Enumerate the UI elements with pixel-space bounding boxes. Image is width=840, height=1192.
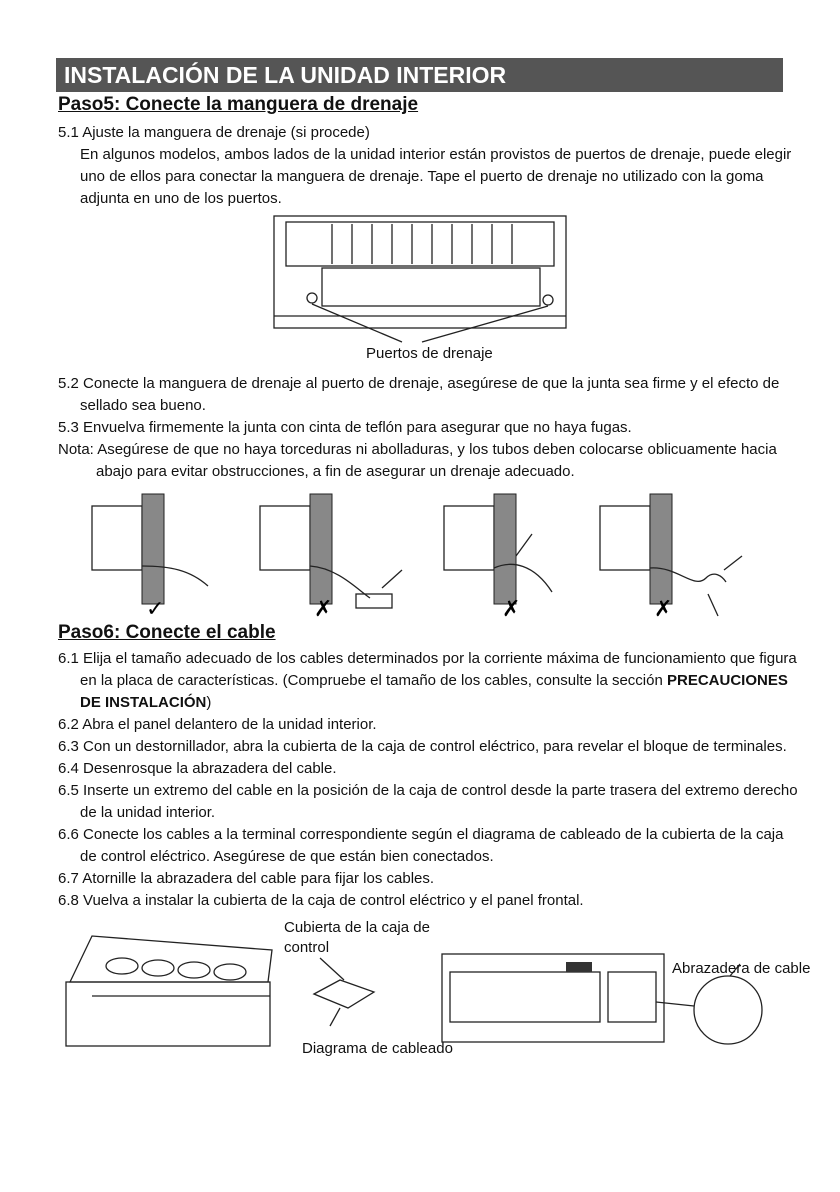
step5-title: Paso5: Conecte la manguera de drenaje xyxy=(58,94,419,115)
step-6-1-line-3 xyxy=(80,692,211,713)
pointer-line-left xyxy=(312,304,402,342)
drain-ports-caption: Puertos de drenaje xyxy=(366,345,493,362)
wall xyxy=(494,494,516,604)
control-cover-label-2: control xyxy=(284,939,330,956)
open-panel-figure xyxy=(62,926,302,1050)
step-5-1-text-2: uno de ellos para conectar la manguera de drenaje. Tape el puerto de drenaje no utilizado con la goma xyxy=(80,168,764,185)
water-container xyxy=(356,594,392,608)
wiring-diagram-label: Diagrama de cableado xyxy=(302,1040,453,1057)
step-6-5-line-2: de la unidad interior. xyxy=(80,804,216,821)
internal-section xyxy=(450,972,600,1022)
unit-body xyxy=(66,982,270,1046)
closing-paren: ) xyxy=(206,694,212,711)
cable-clamp-label: Abrazadera de cable xyxy=(672,960,811,977)
note-line-1: Nota: Asegúrese de que no haya torceduras ni abolladuras, y los tubos deben colocarse oblicuamente hacia xyxy=(58,441,777,458)
step-6-1-text: en la placa de características. (Compruebe el tamaño de los cables, consulte la sección xyxy=(80,672,667,689)
unit-outline xyxy=(274,216,566,328)
step-6-1-line-2 xyxy=(80,670,788,691)
indoor-unit xyxy=(444,506,494,570)
grille-slats xyxy=(332,224,512,264)
control-cover-figure xyxy=(300,960,420,1030)
indoor-unit xyxy=(260,506,310,570)
step-6-8: 6.8 Vuelva a instalar la cubierta de la caja de control eléctrico y el panel frontal. xyxy=(58,892,584,909)
step-6-2: 6.2 Abra el panel delantero de la unidad interior. xyxy=(58,716,377,733)
step6-title: Paso6: Conecte el cable xyxy=(58,622,276,643)
step-5-1-text-1: En algunos modelos, ambos lados de la unidad interior están provistos de puertos de drenaje, puede elegir xyxy=(80,146,792,163)
step-5-2-line-2: sellado sea bueno. xyxy=(80,397,206,414)
drain-ports-figure xyxy=(272,214,572,344)
step-6-4: 6.4 Desenrosque la abrazadera del cable. xyxy=(58,760,337,777)
step-6-3: 6.3 Con un destornillador, abra la cubierta de la caja de control eléctrico, para revelar el bloque de terminales. xyxy=(58,738,787,755)
step-6-6-line-2: de control eléctrico. Asegúrese de que están bien conectados. xyxy=(80,848,494,865)
arrow xyxy=(382,570,402,588)
right-drain-port xyxy=(543,295,553,305)
step-6-6-line-1: 6.6 Conecte los cables a la terminal correspondiente según el diagrama de cableado de la cubierta de la caja xyxy=(58,826,784,843)
front-panel-open xyxy=(70,936,272,982)
step-5-3: 5.3 Envuelva firmemente la junta con cinta de teflón para asegurar que no haya fugas. xyxy=(58,419,632,436)
indoor-unit xyxy=(92,506,142,570)
hose-example-2 xyxy=(258,494,408,622)
control-box-cover xyxy=(314,980,374,1008)
control-box xyxy=(608,972,656,1022)
section-banner: INSTALACIÓN DE LA UNIDAD INTERIOR xyxy=(56,58,783,92)
detail-pointer xyxy=(656,1002,694,1006)
unit-grille xyxy=(286,222,554,266)
diagram-pointer xyxy=(330,1008,340,1026)
hose-example-3 xyxy=(442,494,572,622)
control-cover-label xyxy=(284,918,430,958)
arrow-bottom xyxy=(708,594,718,616)
step-5-1-text-3: adjunta en uno de los puertos. xyxy=(80,190,282,207)
cross-mark: ✗ xyxy=(314,597,333,622)
indoor-unit xyxy=(600,506,650,570)
unit-body xyxy=(442,954,664,1042)
pointer-line-right xyxy=(422,306,548,342)
step-5-2-line-1: 5.2 Conecte la manguera de drenaje al puerto de drenaje, asegúrese de que la junta sea firme y el efecto de xyxy=(58,375,780,392)
cover-pointer xyxy=(320,958,344,980)
precautions-reference: PRECAUCIONES xyxy=(666,672,788,689)
arrow xyxy=(516,534,532,556)
left-drain-port xyxy=(307,293,317,303)
hose-example-4 xyxy=(598,494,748,622)
drain-pan xyxy=(322,268,540,306)
step-5-1: 5.1 Ajuste la manguera de drenaje (si procede) xyxy=(58,124,370,141)
hose-example-1 xyxy=(90,494,220,622)
precautions-reference-cont: DE INSTALACIÓN xyxy=(80,694,207,711)
cable-clamp-detail xyxy=(694,976,762,1044)
arrow-top xyxy=(724,556,742,570)
wall xyxy=(142,494,164,604)
step-6-1-line-1: 6.1 Elija el tamaño adecuado de los cables determinados por la corriente máxima de funcionamiento que figura xyxy=(58,650,797,667)
check-mark: ✓ xyxy=(146,597,165,622)
step-6-5-line-1: 6.5 Inserte un extremo del cable en la posición de la caja de control desde la parte trasera del extremo derecho xyxy=(58,782,798,799)
filter-pattern xyxy=(106,958,246,980)
control-cover-label-1: Cubierta de la caja de xyxy=(284,919,430,936)
note-line-2: abajo para evitar obstrucciones, a fin de asegurar un drenaje adecuado. xyxy=(96,463,575,480)
cross-mark: ✗ xyxy=(502,597,521,622)
step-6-7: 6.7 Atornille la abrazadera del cable para fijar los cables. xyxy=(58,870,435,887)
cross-mark: ✗ xyxy=(654,597,673,622)
wall xyxy=(650,494,672,604)
wall xyxy=(310,494,332,604)
terminal-block xyxy=(566,962,592,972)
